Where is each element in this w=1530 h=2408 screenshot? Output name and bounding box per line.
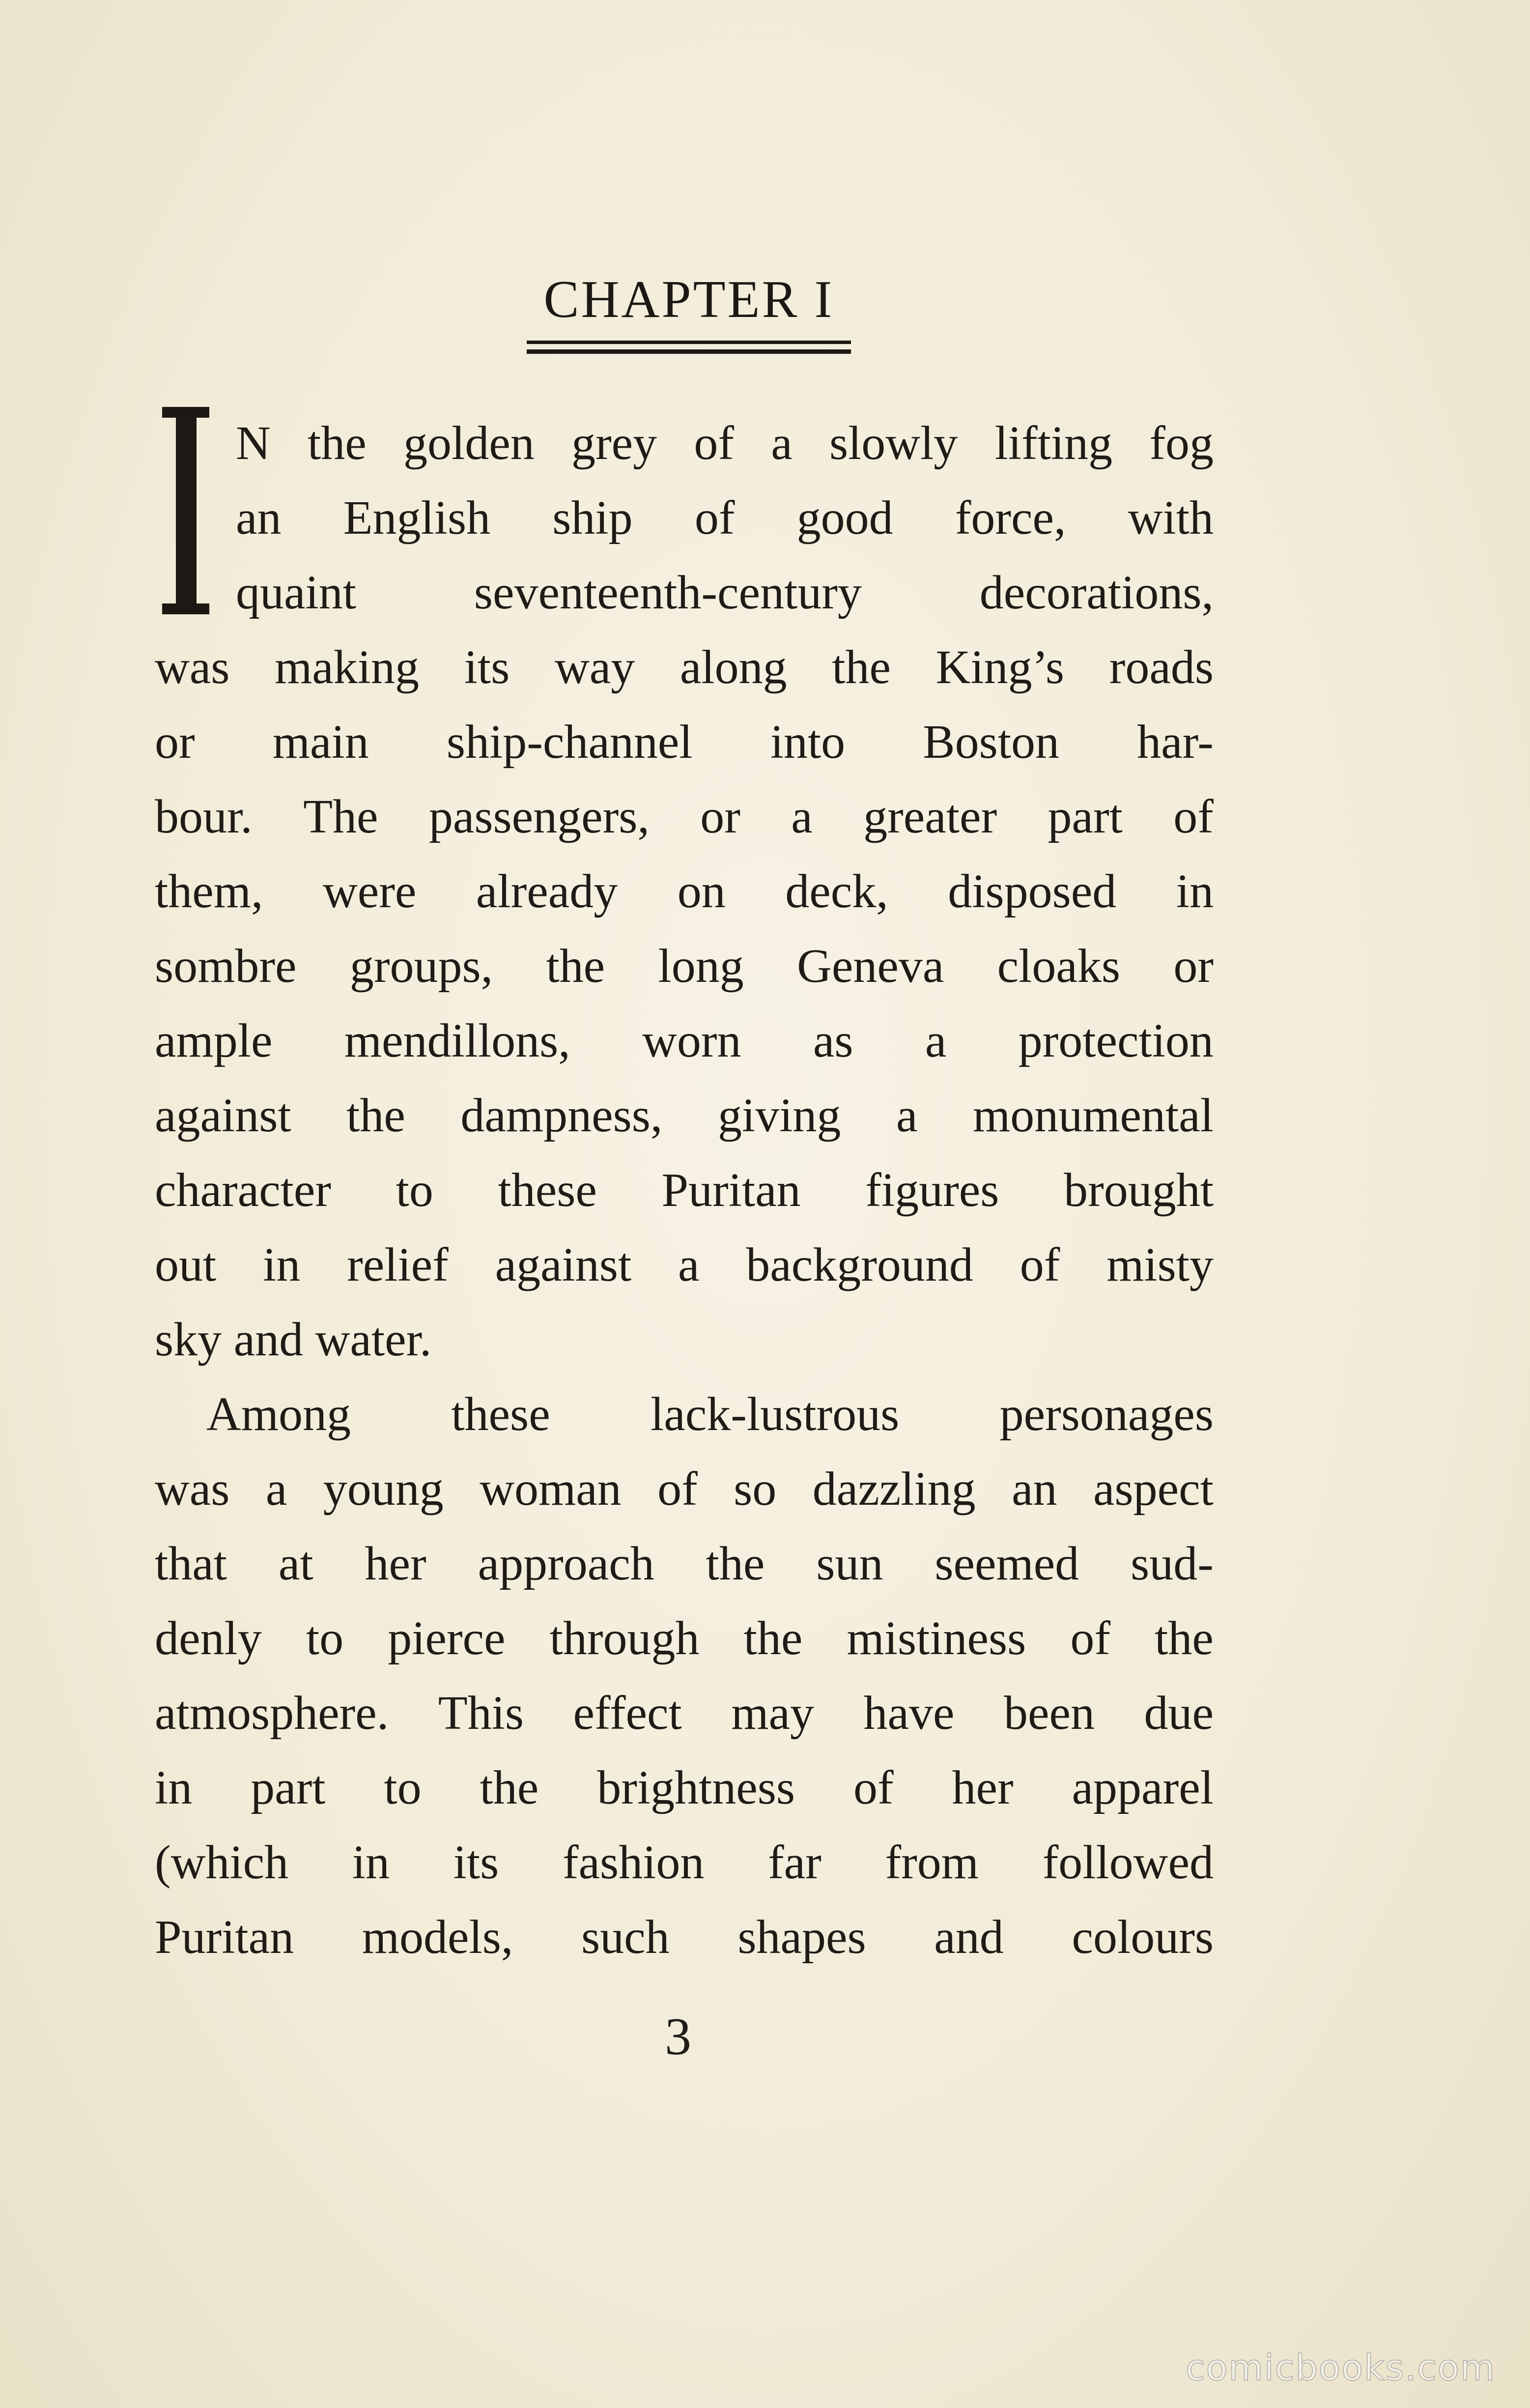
text-line: was making its way along the King’s roads — [155, 641, 1214, 694]
text-line: Among these lack-lustrous personages — [206, 1388, 1214, 1441]
text-line: an English ship of good force, with — [236, 491, 1214, 545]
text-line: Puritan models, such shapes and colours — [155, 1911, 1214, 1964]
text-line: character to these Puritan figures brought — [155, 1164, 1214, 1217]
text-line: bour. The passengers, or a greater part of — [155, 790, 1214, 843]
text-line: out in relief against a background of misty — [155, 1238, 1214, 1291]
text-line: or main ship-channel into Boston har- — [155, 716, 1214, 769]
text-line: sky and water. — [155, 1313, 432, 1366]
text-line: quaint seventeenth-century decorations, — [236, 566, 1214, 619]
text-line: sombre groups, the long Geneva cloaks or — [155, 940, 1214, 993]
heading-rule-thick — [527, 349, 851, 354]
chapter-heading — [522, 268, 856, 354]
text-line: them, were already on deck, disposed in — [155, 865, 1214, 918]
text-line: that at her approach the sun seemed sud- — [155, 1537, 1214, 1590]
text-line: N the golden grey of a slowly lifting fog — [236, 417, 1214, 470]
watermark: comicbooks.com — [1185, 2347, 1496, 2388]
text-line: ample mendillons, worn as a protection — [155, 1014, 1214, 1067]
text-line: atmosphere. This effect may have been due — [155, 1687, 1214, 1740]
chapter-title: CHAPTER I — [543, 270, 834, 329]
drop-cap-initial — [162, 404, 216, 615]
text-line: in part to the brightness of her apparel — [155, 1761, 1214, 1814]
text-line: against the dampness, giving a monumental — [155, 1089, 1214, 1142]
text-line: was a young woman of so dazzling an aspect — [155, 1462, 1214, 1516]
page-number: 3 — [665, 2007, 691, 2066]
text-line: denly to pierce through the mistiness of the — [155, 1612, 1214, 1665]
text-line: (which in its fashion far from followed — [155, 1836, 1214, 1889]
heading-rule-thin — [527, 341, 851, 344]
